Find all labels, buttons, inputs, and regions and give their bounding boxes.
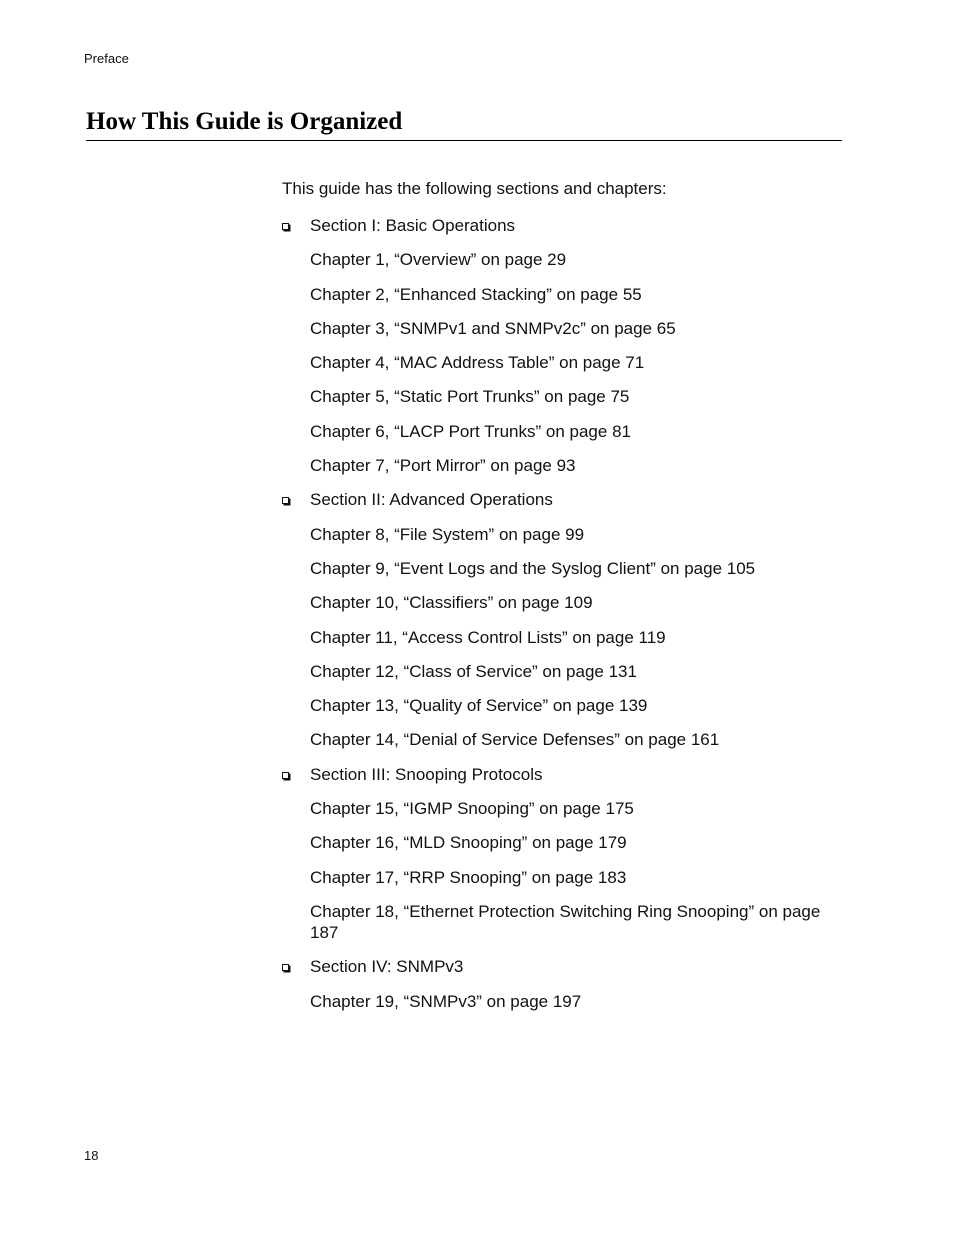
section-item bbox=[282, 489, 842, 750]
section-heading bbox=[282, 489, 842, 510]
chapter-item: Chapter 14, “Denial of Service Defenses” on page 161 bbox=[310, 730, 720, 750]
intro-text: This guide has the following sections and chapters: bbox=[282, 179, 667, 198]
chapter-item: Chapter 19, “SNMPv3” on page 197 bbox=[310, 991, 582, 1011]
chapter-item: Chapter 4, “MAC Address Table” on page 71 bbox=[310, 353, 645, 373]
checkbox-bullet-icon bbox=[282, 223, 289, 230]
section-item bbox=[282, 764, 842, 943]
page-title: How This Guide is Organized bbox=[86, 108, 403, 135]
chapter-item: Chapter 9, “Event Logs and the Syslog Client” on page 105 bbox=[310, 558, 756, 578]
section-heading bbox=[282, 956, 842, 977]
chapter-item: Chapter 12, “Class of Service” on page 131 bbox=[310, 661, 637, 681]
chapter-item: Chapter 10, “Classifiers” on page 109 bbox=[310, 593, 593, 613]
section-heading bbox=[282, 764, 842, 785]
section-item bbox=[282, 215, 842, 476]
chapter-item: Chapter 8, “File System” on page 99 bbox=[310, 524, 585, 544]
checkbox-bullet-icon bbox=[282, 964, 289, 971]
section-label: Section III: Snooping Protocols bbox=[310, 764, 543, 784]
chapter-item: Chapter 13, “Quality of Service” on page 139 bbox=[310, 696, 648, 716]
section-item bbox=[282, 956, 842, 1011]
section-list bbox=[282, 215, 842, 1025]
section-label: Section I: Basic Operations bbox=[310, 216, 516, 235]
chapter-item: Chapter 7, “Port Mirror” on page 93 bbox=[310, 456, 576, 476]
title-rule bbox=[86, 140, 842, 141]
chapter-item: Chapter 16, “MLD Snooping” on page 179 bbox=[310, 833, 627, 853]
chapter-list bbox=[282, 249, 842, 476]
section-heading bbox=[282, 215, 842, 236]
chapter-item: Chapter 18, “Ethernet Protection Switching Ring Snooping” on page 187 bbox=[310, 901, 821, 942]
chapter-list bbox=[282, 798, 842, 943]
chapter-item: Chapter 3, “SNMPv1 and SNMPv2c” on page 65 bbox=[310, 318, 676, 338]
chapter-item: Chapter 5, “Static Port Trunks” on page 75 bbox=[310, 387, 630, 407]
section-label: Section II: Advanced Operations bbox=[310, 490, 553, 510]
chapter-list bbox=[282, 524, 842, 751]
section-label: Section IV: SNMPv3 bbox=[310, 957, 464, 977]
chapter-item: Chapter 11, “Access Control Lists” on page 119 bbox=[310, 627, 666, 647]
chapter-item: Chapter 6, “LACP Port Trunks” on page 81 bbox=[310, 421, 631, 441]
chapter-item: Chapter 1, “Overview” on page 29 bbox=[310, 250, 567, 270]
chapter-item: Chapter 2, “Enhanced Stacking” on page 55 bbox=[310, 284, 642, 304]
checkbox-bullet-icon bbox=[282, 497, 289, 504]
checkbox-bullet-icon bbox=[282, 772, 289, 779]
chapter-item: Chapter 15, “IGMP Snooping” on page 175 bbox=[310, 799, 634, 819]
running-header: Preface bbox=[84, 51, 129, 66]
page-number: 18 bbox=[84, 1148, 99, 1163]
chapter-item: Chapter 17, “RRP Snooping” on page 183 bbox=[310, 867, 627, 887]
chapter-list bbox=[282, 991, 842, 1012]
